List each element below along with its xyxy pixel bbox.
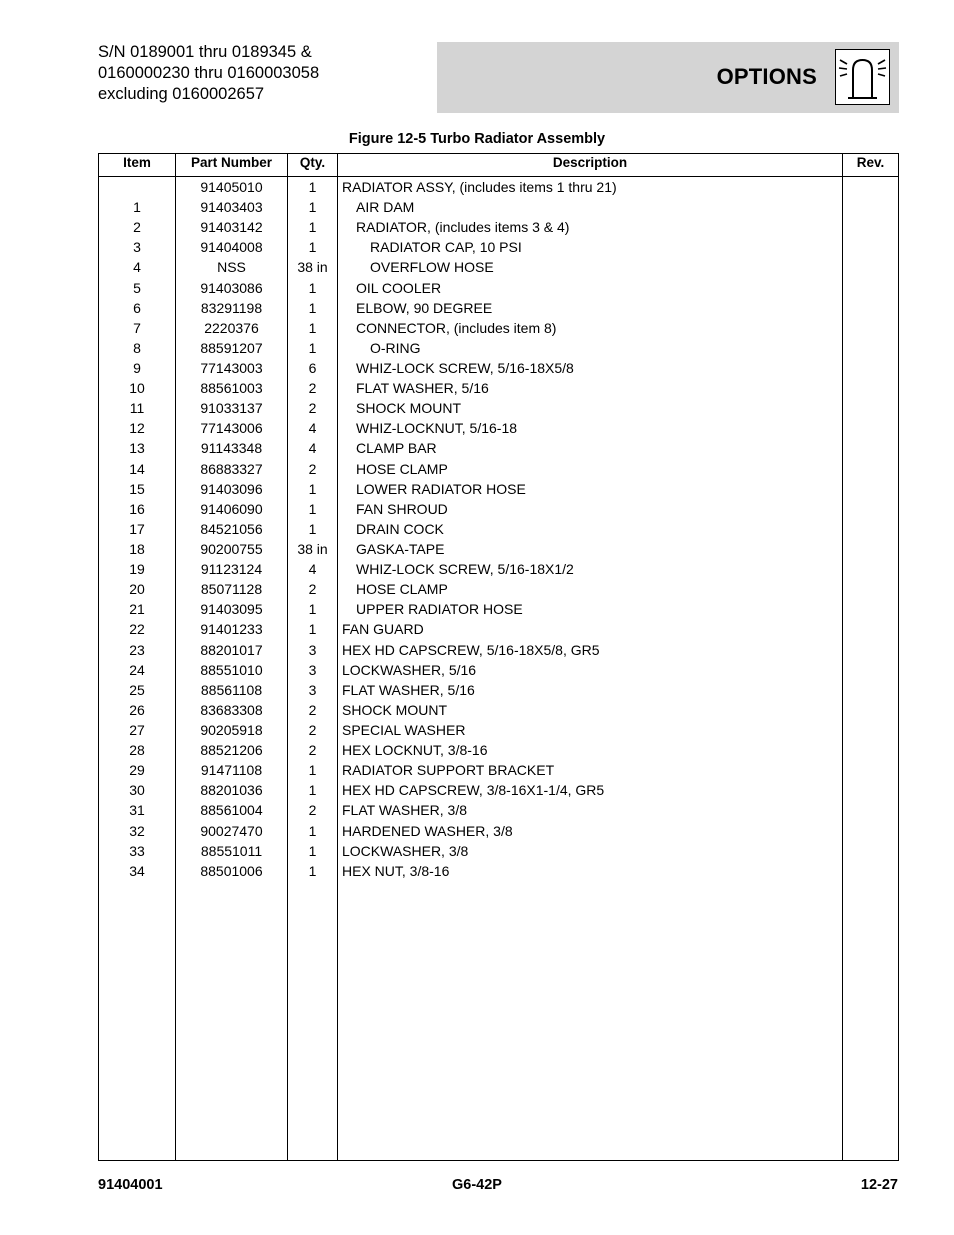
table-row: [99, 579, 898, 599]
warning-beacon-icon: [835, 49, 890, 105]
description: HARDENED WASHER, 3/8: [342, 822, 513, 839]
item-number: 29: [129, 762, 145, 779]
description: ELBOW, 90 DEGREE: [356, 299, 493, 316]
item-number: 15: [129, 480, 145, 497]
item-number: 17: [129, 520, 145, 537]
table-row: [99, 720, 898, 740]
item-number: 25: [129, 681, 145, 698]
quantity: 1: [308, 299, 317, 316]
part-number: 77143006: [200, 420, 263, 437]
table-row: [99, 378, 898, 398]
table-row: [99, 740, 898, 760]
table-row: [99, 539, 898, 559]
table-row: [99, 760, 898, 780]
item-number: 8: [133, 339, 141, 356]
table-row: [99, 619, 898, 639]
description: OVERFLOW HOSE: [370, 259, 494, 276]
description: UPPER RADIATOR HOSE: [356, 601, 523, 618]
part-number: 90027470: [200, 822, 263, 839]
part-number: 88521206: [200, 742, 263, 759]
description: RADIATOR CAP, 10 PSI: [370, 239, 522, 256]
quantity: 4: [308, 420, 317, 437]
item-number: 18: [129, 540, 145, 557]
description: RADIATOR, (includes items 3 & 4): [356, 219, 570, 236]
table-row: [99, 599, 898, 619]
item-number: 20: [129, 581, 145, 598]
item-number: 2: [133, 219, 141, 236]
table-row: [99, 438, 898, 458]
quantity: 1: [308, 500, 317, 517]
part-number: 88501006: [200, 862, 263, 879]
quantity: 1: [308, 822, 317, 839]
quantity: 2: [308, 742, 317, 759]
description: FAN SHROUD: [356, 500, 448, 517]
table-row: [99, 861, 898, 881]
table-row: [99, 700, 898, 720]
quantity: 2: [308, 721, 317, 738]
item-number: 1: [133, 199, 141, 216]
description: WHIZ-LOCK SCREW, 5/16-18X1/2: [356, 561, 574, 578]
table-row: [99, 479, 898, 499]
table-row: [99, 519, 898, 539]
description: HOSE CLAMP: [356, 460, 448, 477]
table-row: [99, 237, 898, 257]
part-number: 88201017: [200, 641, 263, 658]
quantity: 1: [308, 480, 317, 497]
part-number: 88201036: [200, 782, 263, 799]
part-number: 90205918: [200, 721, 263, 738]
quantity: 2: [308, 581, 317, 598]
table-row: [99, 358, 898, 378]
description: RADIATOR SUPPORT BRACKET: [342, 762, 555, 779]
part-number: 2220376: [204, 319, 259, 336]
quantity: 38 in: [297, 259, 328, 276]
table-row: [99, 841, 898, 861]
description: HOSE CLAMP: [356, 581, 448, 598]
part-number: 90200755: [200, 540, 263, 557]
item-number: 7: [133, 319, 141, 336]
item-number: 32: [129, 822, 145, 839]
quantity: 1: [308, 862, 317, 879]
part-number: 84521056: [200, 520, 263, 537]
header-item: Item: [123, 155, 151, 170]
item-number: 28: [129, 742, 145, 759]
item-number: 12: [129, 420, 145, 437]
footer-model: G6-42P: [452, 1177, 502, 1193]
item-number: 14: [129, 460, 145, 477]
serial-line-2: 0160000230 thru 0160003058: [98, 64, 320, 82]
table-row: [99, 800, 898, 820]
description: SHOCK MOUNT: [342, 701, 447, 718]
table-row: [99, 559, 898, 579]
quantity: 1: [308, 601, 317, 618]
quantity: 1: [308, 520, 317, 537]
part-number: 88561003: [200, 380, 263, 397]
item-number: 34: [129, 862, 145, 879]
part-number: 91406090: [200, 500, 263, 517]
description: LOWER RADIATOR HOSE: [356, 480, 526, 497]
quantity: 38 in: [297, 540, 328, 557]
part-number: 83291198: [200, 299, 263, 316]
table-row: [99, 821, 898, 841]
description: LOCKWASHER, 5/16: [342, 661, 477, 678]
item-number: 10: [129, 380, 145, 397]
part-number: 85071128: [200, 581, 263, 598]
description: LOCKWASHER, 3/8: [342, 842, 469, 859]
table-row: [99, 780, 898, 800]
quantity: 1: [308, 782, 317, 799]
table-row: [99, 177, 898, 197]
item-number: 26: [129, 701, 145, 718]
item-number: 22: [129, 621, 145, 638]
table-row: [99, 257, 898, 277]
table-header: [99, 154, 898, 177]
item-number: 4: [133, 259, 141, 276]
part-number: 91403086: [200, 279, 263, 296]
description: SPECIAL WASHER: [342, 721, 466, 738]
item-number: 16: [129, 500, 145, 517]
table-row: [99, 680, 898, 700]
table-row: [99, 338, 898, 358]
quantity: 1: [308, 842, 317, 859]
table-row: [99, 459, 898, 479]
part-number: 88591207: [200, 339, 263, 356]
description: OIL COOLER: [356, 279, 442, 296]
quantity: 1: [308, 239, 317, 256]
description: CONNECTOR, (includes item 8): [356, 319, 557, 336]
description: FLAT WASHER, 5/16: [356, 380, 489, 397]
section-title: OPTIONS: [716, 64, 817, 89]
description: HEX HD CAPSCREW, 3/8-16X1-1/4, GR5: [342, 782, 605, 799]
quantity: 1: [308, 199, 317, 216]
quantity: 3: [308, 661, 317, 678]
header-qty: Qty.: [299, 155, 326, 170]
item-number: 19: [129, 561, 145, 578]
table-row: [99, 499, 898, 519]
footer-part-number: 91404001: [98, 1177, 163, 1193]
parts-table: [98, 153, 899, 1161]
part-number: 91403403: [200, 199, 263, 216]
description: GASKA-TAPE: [356, 540, 445, 557]
quantity: 2: [308, 460, 317, 477]
item-number: 23: [129, 641, 145, 658]
figure-title: Figure 12-5 Turbo Radiator Assembly: [348, 131, 606, 147]
table-row: [99, 298, 898, 318]
header-part-number: Part Number: [190, 155, 273, 170]
description: RADIATOR ASSY, (includes items 1 thru 21): [342, 179, 617, 195]
part-number: 91401233: [200, 621, 263, 638]
item-number: 9: [133, 359, 141, 376]
serial-number-range: [98, 42, 319, 105]
table-row: [99, 640, 898, 660]
description: WHIZ-LOCKNUT, 5/16-18: [356, 420, 518, 437]
description: HEX NUT, 3/8-16: [342, 862, 450, 879]
description: DRAIN COCK: [356, 520, 444, 537]
description: O-RING: [370, 339, 421, 356]
description: HEX LOCKNUT, 3/8-16: [342, 742, 488, 759]
part-number: 86883327: [200, 460, 263, 477]
table-row: [99, 217, 898, 237]
table-row: [99, 398, 898, 418]
quantity: 1: [308, 219, 317, 236]
table-body: [99, 177, 898, 881]
description: FLAT WASHER, 3/8: [342, 802, 467, 819]
quantity: 2: [308, 701, 317, 718]
serial-line-1: S/N 0189001 thru 0189345 &: [98, 43, 312, 61]
quantity: 1: [308, 319, 317, 336]
part-number: 91143348: [200, 440, 263, 457]
section-header: [437, 42, 899, 113]
serial-line-3: excluding 0160002657: [98, 85, 265, 103]
table-row: [99, 197, 898, 217]
description: CLAMP BAR: [356, 440, 437, 457]
quantity: 1: [308, 762, 317, 779]
quantity: 6: [308, 359, 317, 376]
quantity: 1: [308, 279, 317, 296]
part-number: 88551011: [200, 842, 263, 859]
table-row: [99, 318, 898, 338]
header-description: Description: [552, 155, 628, 170]
item-number: 21: [129, 601, 145, 618]
part-number: 91403142: [200, 219, 263, 236]
quantity: 3: [308, 641, 317, 658]
item-number: 33: [129, 842, 145, 859]
description: SHOCK MOUNT: [356, 400, 461, 417]
item-number: 11: [129, 400, 145, 417]
part-number: 88561108: [200, 681, 263, 698]
item-number: 31: [129, 802, 145, 819]
description: HEX HD CAPSCREW, 5/16-18X5/8, GR5: [342, 641, 600, 658]
part-number: 91403095: [200, 601, 263, 618]
header-rev: Rev.: [856, 155, 885, 170]
part-number: 83683308: [200, 701, 263, 718]
description: FLAT WASHER, 5/16: [342, 681, 475, 698]
item-number: 5: [133, 279, 141, 296]
quantity: 3: [308, 681, 317, 698]
part-number: 91403096: [200, 480, 263, 497]
part-number: 91404008: [200, 239, 263, 256]
quantity: 2: [308, 802, 317, 819]
quantity: 2: [308, 400, 317, 417]
quantity: 1: [308, 621, 317, 638]
table-row: [99, 660, 898, 680]
part-number: 77143003: [200, 359, 263, 376]
item-number: 3: [133, 239, 141, 256]
quantity: 1: [308, 339, 317, 356]
part-number: 91471108: [200, 762, 263, 779]
quantity: 2: [308, 380, 317, 397]
item-number: 30: [129, 782, 145, 799]
item-number: 13: [129, 440, 145, 457]
item-number: 6: [133, 299, 141, 316]
quantity: 4: [308, 561, 317, 578]
table-row: [99, 418, 898, 438]
description: FAN GUARD: [342, 621, 424, 638]
item-number: 24: [129, 661, 145, 678]
description: WHIZ-LOCK SCREW, 5/16-18X5/8: [356, 359, 574, 376]
item-number: 27: [129, 721, 145, 738]
footer-page-number: 12-27: [860, 1177, 898, 1193]
table-row: [99, 278, 898, 298]
part-number: 91405010: [200, 179, 263, 195]
quantity: 4: [308, 440, 317, 457]
description: AIR DAM: [356, 199, 415, 216]
part-number: 91033137: [200, 400, 263, 417]
part-number: 88551010: [200, 661, 263, 678]
part-number: NSS: [217, 259, 246, 276]
part-number: 91123124: [200, 561, 263, 578]
quantity: 1: [308, 179, 317, 195]
part-number: 88561004: [200, 802, 263, 819]
